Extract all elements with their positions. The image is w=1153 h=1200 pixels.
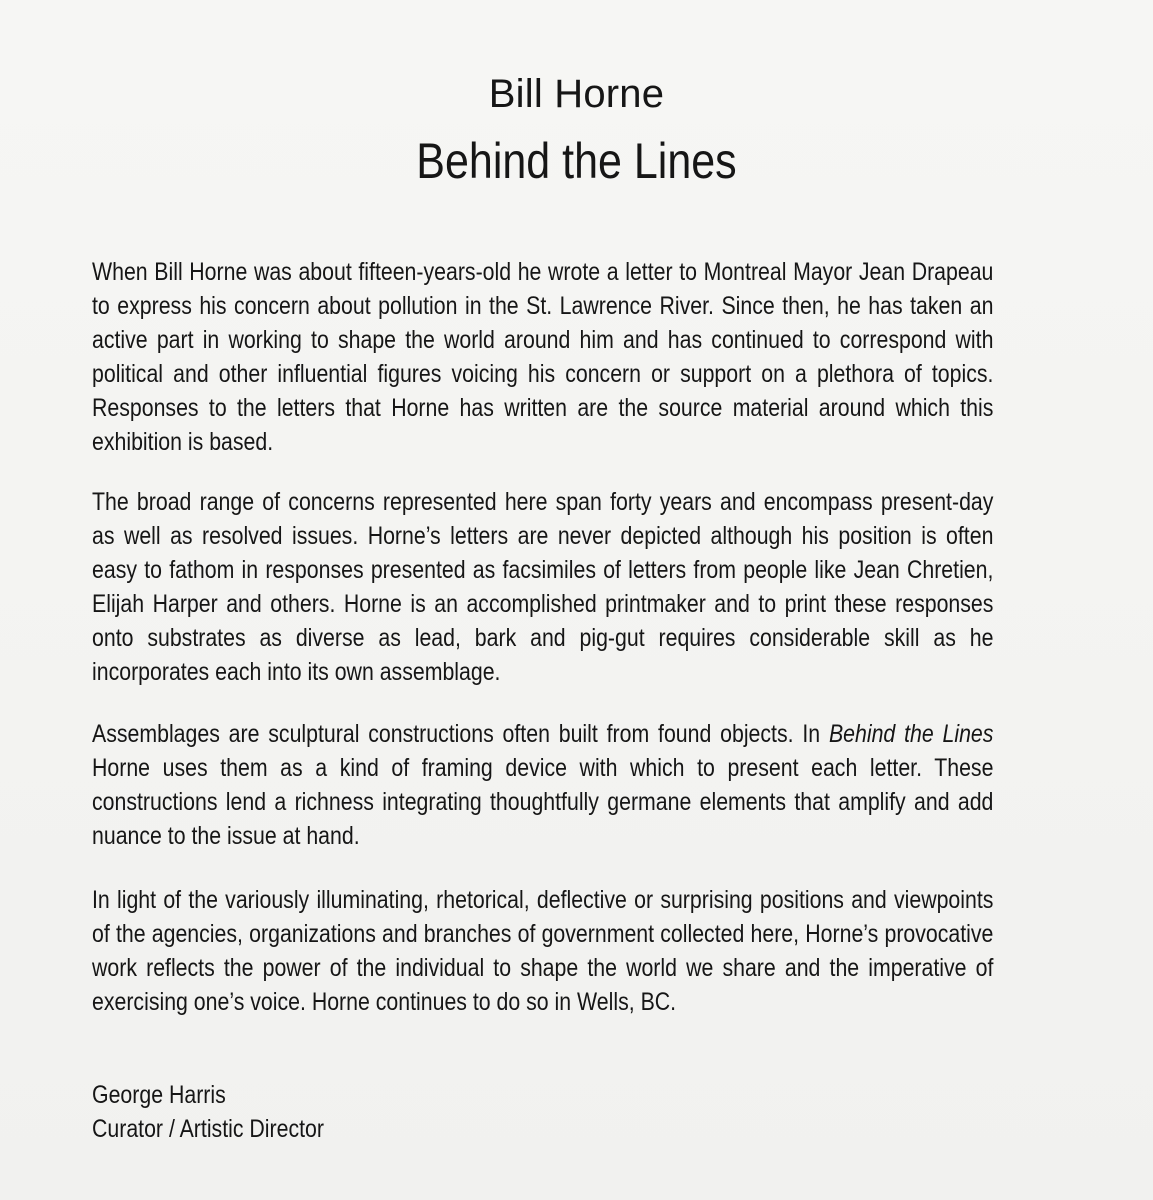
paragraph-3-end: Horne uses them as a kind of framing device with which to present each letter. These constructions lend a richness integrating thoughtfully germane elements that amplify and add nuance to the issue at hand. <box>92 754 994 850</box>
paragraph-concerns <box>92 485 993 689</box>
signature-name: George Harris <box>92 1081 226 1109</box>
paragraph-1-text: When Bill Horne was about fifteen-years-old he wrote a letter to Montreal Mayor Jean Drapeau to express his concern about pollution in the St. Lawrence River. Since then, he has taken an active part in working to shape the world around him and has continued to correspond with political and other influential figures voicing his concern or support on a plethora of topics. Responses to the letters that Horne has written are the source material around which this exhibition is based. <box>92 258 994 456</box>
exhibition-title: Behind the Lines <box>416 133 737 189</box>
paragraph-conclusion <box>92 883 993 1019</box>
paragraph-3-start: Assemblages are sculptural constructions often built from found objects. In <box>92 720 829 748</box>
paragraph-4-text: In light of the variously illuminating, rhetorical, deflective or surprising positions and viewpoints of the agencies, organizations and branches of government collected here, Horne’s provocative work reflects the power of the individual to shape the world we share and the imperative of exercising one’s voice. Horne continues to do so in Wells, BC. <box>92 886 994 1016</box>
paragraph-intro <box>92 255 993 459</box>
paragraph-assemblages <box>92 717 993 853</box>
paragraph-3-text <box>92 717 993 853</box>
artist-name: Bill Horne <box>488 72 665 116</box>
signature-role: Curator / Artistic Director <box>92 1115 324 1143</box>
paragraph-2-text: The broad range of concerns represented here span forty years and encompass present-day as well as resolved issues. Horne’s letters are never depicted although his position is often easy to fathom in responses presented as facsimiles of letters from people like Jean Chretien, Elijah Harper and others. Horne is an accomplished printmaker and to print these responses onto substrates as diverse as lead, bark and pig-gut requires considerable skill as he incorporates each into its own assemblage. <box>92 488 994 686</box>
paragraph-3-italic-title: Behind the Lines <box>828 720 994 748</box>
